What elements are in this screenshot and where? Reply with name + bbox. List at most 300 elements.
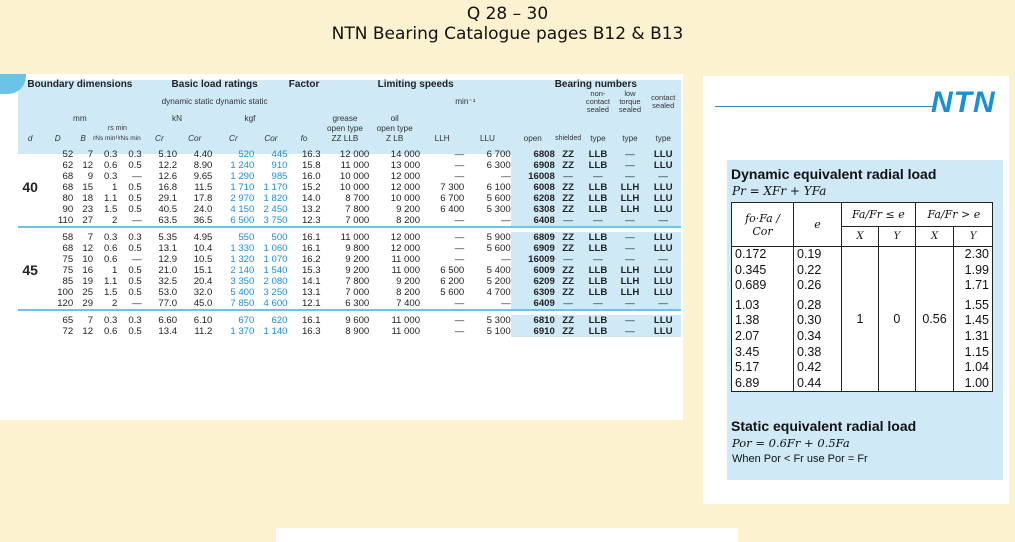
table-cell: 1 060 [263,243,288,254]
table-cell: ZZ [555,149,582,160]
table-cell: 12.1 [301,298,321,309]
table-cell: 5.35 [158,232,178,243]
table-row [18,160,681,171]
table-cell: 0.3 [104,171,118,182]
static-load-equation: Por = 0.6Fr + 0.5Fa [732,436,850,450]
table-cell: 29 [82,298,94,309]
table-cell: 2 [112,298,118,309]
table-cell: 6 700 [440,193,465,204]
table-cell: — [581,171,614,182]
table-cell: 9 200 [345,265,370,276]
table-cell: 110 [57,215,74,226]
table-cell: 6810 [511,315,555,326]
table-cell: 77.0 [158,298,178,309]
hdr-type-2: type [622,134,638,143]
table-cell: 16.1 [301,232,321,243]
factor-hdr-x1: X [842,227,879,247]
table-cell: 11 000 [340,160,370,171]
table-cell: 0.3 [104,232,118,243]
table-cell: 15.2 [301,182,321,193]
factor-hdr-fofa: fo·Fa / Cor [732,203,794,247]
table-cell: 9 200 [345,254,370,265]
table-cell: 63.5 [158,215,178,226]
table-cell: ZZ [555,276,582,287]
table-cell: 445 [271,149,288,160]
table-cell: LLB [581,326,614,337]
factor-value: 1.04 [964,360,989,375]
hdr-Cr2: Cr [229,134,238,143]
table-cell: 12.2 [158,160,178,171]
table-cell: — [132,254,142,265]
factor-value: 0.689 [735,278,767,293]
hdr-dyn-stat: dynamic static dynamic static [161,97,268,106]
factor-hdr-le: Fa/Fr ≤ e [842,203,916,227]
table-cell: 1 170 [263,182,288,193]
table-cell: 520 [238,149,255,160]
table-cell: 6008 [511,182,555,193]
table-cell: 6808 [511,149,555,160]
dynamic-load-equation: Pr = XFr + YFa [732,184,827,198]
table-cell: — [501,254,511,265]
table-cell: ZZ [555,193,582,204]
table-cell: 6 400 [440,204,465,215]
table-cell: 6009 [511,265,555,276]
factor-value: 0.172 [735,247,767,261]
table-cell: 620 [271,315,288,326]
table-cell: 13 000 [390,160,421,171]
table-cell: 11 000 [391,265,421,276]
table-cell: 13.2 [301,204,321,215]
hdr-oil: oil [390,114,399,123]
ntn-logo: NTN [931,86,996,119]
hdr-boundary: Boundary dimensions [27,79,133,90]
table-cell: 16.3 [301,326,321,337]
table-cell: — [615,243,646,254]
table-cell: LLB [581,160,614,171]
table-cell: 6208 [511,193,555,204]
table-cell: LLB [581,315,614,326]
hdr-fo: fo [300,134,308,143]
table-cell: LLB [581,287,614,298]
hdr-bearing-numbers: Bearing numbers [554,79,637,90]
table-cell: 12 [82,243,94,254]
factor-col-e [794,247,842,392]
table-cell: 12 [82,160,94,171]
hdr-z-lb: Z LB [386,134,404,143]
table-cell: ZZ [555,160,582,171]
table-cell: 6.60 [158,315,178,326]
table-cell: 0.3 [104,315,118,326]
hdr-rsmin1: rNs min¹⁾ [93,135,120,142]
table-cell: 16009 [511,254,555,265]
table-cell: 5 400 [486,265,511,276]
table-cell: 6408 [511,215,555,227]
table-cell: 11 000 [391,326,421,337]
bore-diameter: 45 [22,262,38,278]
table-cell: — [615,315,646,326]
table-cell: 16008 [511,171,555,182]
table-cell: — [581,298,614,310]
table-cell: — [645,215,681,227]
dynamic-load-title: Dynamic equivalent radial load [731,166,937,182]
slide-title [0,4,1015,44]
table-cell: LLB [581,204,614,215]
table-cell: 7 300 [440,182,465,193]
table-cell: — [555,215,582,227]
table-row [18,276,681,287]
table-cell: 1 320 [230,254,255,265]
table-cell: 85 [62,276,74,287]
factor-hdr-e: e [794,203,842,247]
bearing-table [18,80,681,337]
table-cell: LLB [581,276,614,287]
factor-x1: 1 [842,247,879,392]
factor-hdr-y1: Y [879,227,916,247]
hdr-limiting: Limiting speeds [377,79,454,90]
table-cell: 1 330 [230,243,255,254]
hdr-lowtorque: low torque sealed [618,89,642,114]
table-cell: ZZ [555,232,582,243]
table-cell: 3 250 [263,287,288,298]
table-cell: 8 200 [396,287,421,298]
table-cell: 0.5 [128,276,142,287]
table-cell: 17.8 [193,193,213,204]
table-cell: LLU [645,232,681,243]
table-cell: — [454,160,465,171]
table-cell: 12.6 [158,171,178,182]
table-cell: 6 700 [486,149,511,160]
table-cell: 40.5 [158,204,178,215]
table-cell: 9 600 [345,315,370,326]
factor-hdr-gt: Fa/Fr > e [915,203,992,227]
table-cell: 1.1 [104,276,118,287]
table-row [18,254,681,265]
bore-diameter: 40 [22,179,38,195]
hdr-Cr: Cr [155,134,164,143]
table-cell: ZZ [555,287,582,298]
table-cell: 1 540 [263,265,288,276]
table-cell: LLB [581,232,614,243]
factor-value: 0.42 [797,360,822,375]
factor-value: 0.38 [797,344,822,359]
table-row [18,149,681,160]
table-cell: 6 500 [230,215,255,226]
table-cell: LLU [645,160,681,171]
table-cell: 0.6 [104,160,118,171]
table-cell: 4 700 [486,287,511,298]
hdr-rsmin: rs min [107,125,127,132]
hdr-type-3: type [655,134,671,143]
table-cell: 12.9 [158,254,178,265]
table-cell: 68 [62,243,74,254]
factor-value: 1.31 [964,328,989,343]
table-cell: 10.4 [193,243,213,254]
table-cell: 12 000 [390,243,421,254]
table-cell: 16.2 [301,254,321,265]
table-cell: 0.5 [128,265,142,276]
table-cell: 5 300 [486,315,511,326]
table-cell: 0.5 [128,204,142,215]
table-cell: 6308 [511,204,555,215]
table-cell: 7 400 [396,298,421,309]
table-cell: 0.5 [128,193,142,204]
table-cell: — [645,254,681,265]
table-cell: — [615,149,646,160]
table-cell: 10 000 [390,193,421,204]
table-cell: 72 [62,326,74,337]
table-cell: 9 800 [345,243,370,254]
hdr-rnsmin: rNs min [118,135,141,142]
table-cell: 16.1 [301,243,321,254]
table-cell: 5 900 [486,232,511,243]
factor-value: 6.89 [735,375,760,390]
table-cell: LLH [615,193,646,204]
table-cell: LLB [581,182,614,193]
table-cell: 90 [62,204,74,215]
table-cell: 4 150 [230,204,255,215]
slide-title-line2: NTN Bearing Catalogue pages B12 & B13 [331,24,684,44]
table-cell: 0.5 [128,287,142,298]
table-cell: 1 070 [263,254,288,265]
table-cell: 1.5 [104,287,118,298]
table-cell: 0.5 [128,326,142,337]
table-cell: 65 [62,315,74,326]
table-cell: 62 [62,160,74,171]
table-cell: LLU [645,315,681,326]
table-cell: — [615,232,646,243]
table-cell: — [615,326,646,337]
static-load-title: Static equivalent radial load [731,418,917,434]
table-cell: — [454,298,465,309]
table-cell: 13.1 [158,243,178,254]
hdr-noncontact: non-contact sealed [585,89,611,114]
table-cell: 3 350 [230,276,255,287]
factor-value: 1.45 [964,313,989,328]
table-cell: — [555,171,582,182]
table-cell: LLH [615,287,646,298]
table-cell: 8 700 [345,193,370,204]
factor-value: 0.26 [797,278,822,293]
hdr-Cor2: Cor [264,134,278,143]
factor-y1: 0 [879,247,916,392]
table-cell: — [581,215,614,227]
table-cell: — [501,215,511,226]
table-cell: 11 000 [340,232,370,243]
table-cell: 6809 [511,232,555,243]
table-cell: 45.0 [193,298,213,309]
table-cell: 12 000 [390,232,421,243]
table-row [18,326,681,337]
catalogue-panel [0,74,683,420]
table-cell: 0.5 [128,243,142,254]
factor-value: 0.345 [735,262,767,277]
table-cell: 10 000 [339,171,370,182]
table-cell: LLU [645,193,681,204]
table-cell: 52 [62,149,74,160]
hdr-contact: contact sealed [651,93,676,110]
table-cell: LLU [645,287,681,298]
hdr-d: d [27,134,33,143]
table-cell: — [132,298,142,309]
table-cell: 6.10 [193,315,213,326]
hdr-D: D [54,134,61,143]
table-cell: 0.5 [128,160,142,171]
table-cell: 58 [62,232,74,243]
table-cell: 8.90 [193,160,213,171]
table-cell: 7 [87,315,94,326]
factor-value: 1.00 [964,375,989,390]
table-cell: 16.8 [158,182,178,193]
factor-table [731,202,993,392]
table-cell: 14 000 [390,149,421,160]
table-cell: 5 600 [486,243,511,254]
table-cell: 15.1 [193,265,213,276]
table-cell: 7 800 [345,276,370,287]
table-cell: 25 [82,287,94,298]
table-cell: LLB [581,243,614,254]
table-row [18,204,681,215]
table-cell: 27 [82,215,94,226]
table-cell: 4 600 [263,298,288,309]
factor-value: 0.22 [797,262,822,277]
table-cell: 5 300 [486,204,511,215]
table-cell: LLH [615,204,646,215]
hdr-open: open [523,134,542,143]
table-cell: 14.0 [301,193,321,204]
table-cell: 16.3 [301,149,321,160]
table-cell: 6 100 [486,182,511,193]
factor-value: 1.55 [964,297,989,312]
table-cell: — [501,298,511,309]
table-cell: 0.3 [104,149,118,160]
table-cell: 11 000 [391,254,421,265]
table-cell: LLH [615,265,646,276]
table-cell: LLB [581,193,614,204]
table-cell: 7 800 [345,204,370,215]
table-cell: 12 000 [339,149,370,160]
table-cell: 8 900 [345,326,370,337]
table-cell: 5 200 [486,276,511,287]
table-cell: — [454,171,465,182]
factor-value: 0.30 [797,313,822,328]
table-cell: 10.5 [193,254,213,265]
table-row [18,265,681,276]
table-cell: 1 370 [230,326,255,337]
table-cell: 1 710 [230,182,255,193]
table-cell: 6 200 [440,276,465,287]
table-cell: 0.3 [128,315,142,326]
table-cell: 68 [62,171,74,182]
table-cell: — [132,215,142,226]
table-row [18,315,681,326]
table-cell: 15.3 [301,265,321,276]
table-cell: 550 [238,232,255,243]
hdr-min: min⁻¹ [455,97,476,106]
table-cell: 20.4 [193,276,213,287]
table-cell: 1 820 [263,193,288,204]
table-cell: 80 [62,193,74,204]
table-cell: 16.1 [301,315,321,326]
hdr-kN: kN [172,114,183,123]
table-cell: 8 200 [396,215,421,226]
table-cell: — [581,254,614,265]
table-cell: 1 [112,182,118,193]
table-cell: 1.5 [104,204,118,215]
table-cell: LLU [645,182,681,193]
factor-value: 1.38 [735,313,760,328]
hdr-Cor: Cor [188,134,202,143]
table-cell: 9 200 [396,276,421,287]
table-cell: 23 [82,204,94,215]
table-cell: 13.4 [158,326,178,337]
table-cell: 2 [112,215,118,226]
table-cell: 5.10 [158,149,178,160]
table-row [18,232,681,243]
table-cell: 11.5 [194,182,213,193]
table-cell: 3 750 [263,215,288,226]
table-cell: — [454,315,465,326]
table-cell: 9 200 [396,204,421,215]
table-cell: 29.1 [158,193,178,204]
factor-value: 0.44 [797,375,822,390]
factor-hdr-x2: X [915,227,954,247]
table-cell: 24.0 [193,204,213,215]
hdr-grease: grease [332,114,358,123]
table-cell: 7 [87,232,94,243]
table-cell: 6909 [511,243,555,254]
table-cell: 1 [112,265,118,276]
hdr-kgf: kgf [244,114,256,123]
table-cell: 12 000 [390,182,421,193]
table-cell: ZZ [555,315,582,326]
table-cell: 6910 [511,326,555,337]
table-cell: LLU [645,149,681,160]
hdr-type-1: type [590,134,606,143]
hdr-mm: mm [73,114,87,123]
table-cell: 2 970 [230,193,255,204]
table-cell: — [454,326,465,337]
table-row [18,215,681,227]
table-cell: 15 [82,182,94,193]
table-cell: 120 [57,298,74,309]
factor-value: 2.30 [964,247,989,261]
table-cell: 0.3 [128,232,142,243]
table-cell: LLH [615,182,646,193]
table-cell: 21.0 [158,265,178,276]
table-cell: 0.3 [128,149,142,160]
bottom-card [276,528,738,542]
bore-diameter [18,315,42,337]
table-cell: 670 [238,315,255,326]
table-cell: 5 600 [486,193,511,204]
table-cell: ZZ [555,204,582,215]
table-cell: — [454,215,465,226]
table-cell: 12 000 [390,171,421,182]
table-cell: — [645,298,681,310]
factor-x2: 0.56 [915,247,954,392]
table-cell: 15.8 [301,160,321,171]
table-cell: 68 [62,182,74,193]
table-cell: 1 140 [263,326,288,337]
table-cell: — [615,171,646,182]
table-cell: 6 300 [345,298,370,309]
table-cell: 0.6 [104,254,118,265]
hdr-basic-load: Basic load ratings [171,79,258,90]
table-cell: 7 [87,149,94,160]
table-cell: — [454,149,465,160]
table-cell: 10 000 [339,182,370,193]
hdr-llu: LLU [479,134,495,143]
